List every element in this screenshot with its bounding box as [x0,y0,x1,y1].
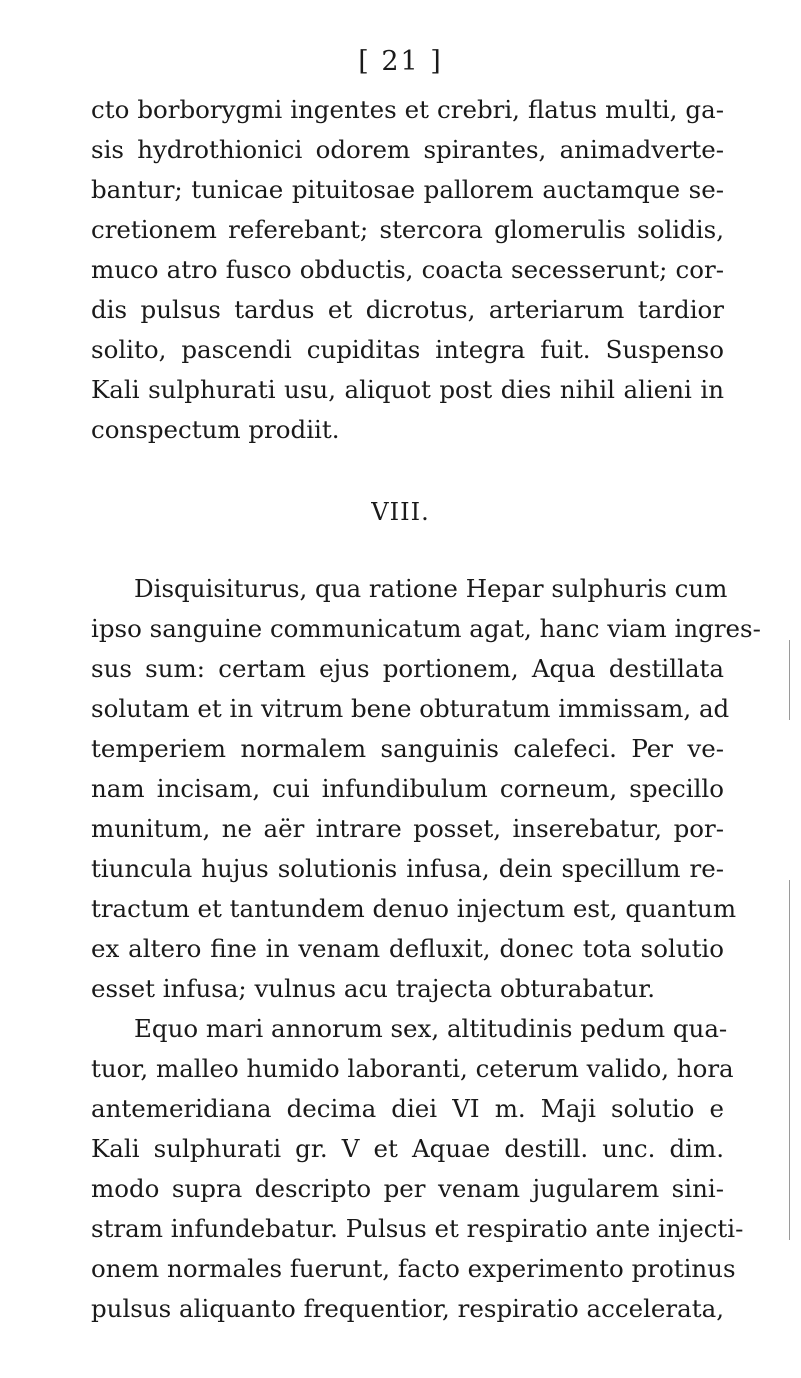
text-line: Disquisiturus, qua ratione Hepar sulphuris cum [134,574,728,603]
text-line: bantur; tunicae pituitosae pallorem auctamque se- [91,175,724,204]
text-line: pulsus aliquanto frequentior, respiratio accelerata, [91,1294,724,1323]
text-line: onem normales fuerunt, facto experimento protinus [91,1254,736,1283]
text-line: Kali sulphurati usu, aliquot post dies nihil alieni in [91,375,724,404]
text-line: tiuncula hujus solutionis infusa, dein specillum re- [91,854,724,883]
text-line: solito, pascendi cupiditas integra fuit. Suspenso [91,335,724,364]
page-edge-shadow [789,880,790,1240]
text-line: munitum, ne aër intrare posset, inserebatur, por- [91,814,724,843]
text-line: ex altero fine in venam defluxit, donec tota solutio [91,934,724,963]
text-line: temperiem normalem sanguinis calefeci. Per ve- [91,734,724,763]
text-line: esset infusa; vulnus acu trajecta obturabatur. [91,974,656,1003]
text-line: stram infundebatur. Pulsus et respiratio ante injecti- [91,1214,744,1243]
text-line: cto borborygmi ingentes et crebri, flatus multi, ga- [91,95,724,124]
text-line: dis pulsus tardus et dicrotus, arteriarum tardior [91,295,724,324]
text-line: cretionem referebant; stercora glomerulis solidis, [91,215,724,244]
page-number: [ 21 ] [358,46,443,77]
text-line: ipso sanguine communicatum agat, hanc viam ingres- [91,614,761,643]
text-line: Equo mari annorum sex, altitudinis pedum qua- [134,1014,728,1043]
text-line: Kali sulphurati gr. V et Aquae destill. unc. dim. [91,1134,724,1163]
text-line: tuor, malleo humido laboranti, ceterum valido, hora [91,1054,734,1083]
text-line: conspectum prodiit. [91,415,340,444]
text-line: tractum et tantundem denuo injectum est, quantum [91,894,737,923]
text-line: sis hydrothionici odorem spirantes, animadverte- [91,135,724,164]
text-line: antemeridiana decima diei VI m. Maji solutio e [91,1094,724,1123]
text-line: nam incisam, cui infundibulum corneum, specillo [91,774,724,803]
section-heading: VIII. [371,498,430,526]
text-line: solutam et in vitrum bene obturatum immissam, ad [91,694,730,723]
text-line: modo supra descripto per venam jugularem sini- [91,1174,724,1203]
page-edge-shadow [789,640,790,720]
text-line: sus sum: certam ejus portionem, Aqua destillata [91,654,724,683]
text-line: muco atro fusco obductis, coacta secesserunt; cor- [91,255,724,284]
